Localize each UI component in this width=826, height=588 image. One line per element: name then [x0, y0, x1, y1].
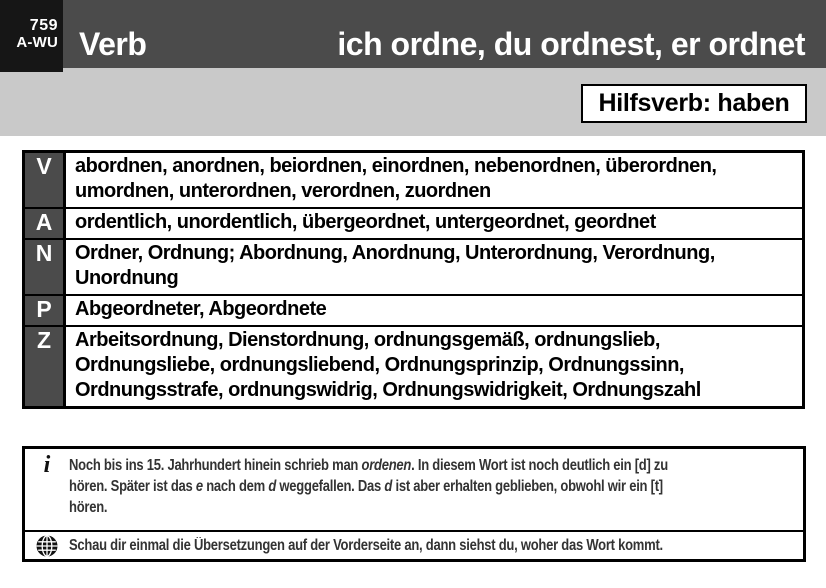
row-text-participles: Abgeordneter, Abgeordnete — [75, 298, 327, 320]
etymology-note-text — [69, 449, 803, 530]
row-text-compounds: Arbeitsordnung, Dienstordnung, ordnungsgemäß, ordnungslieb, Ordnungsliebe, ordnungsliebend, Ordnungsprinzip, Ordnungssinn, Ordnungsstrafe, ordnungswidrig, Ordnungswidrigkeit, Ordnungszahl — [75, 329, 701, 401]
globe-icon — [36, 535, 58, 557]
note-segment-italic: ordenen — [361, 457, 412, 474]
word-family-table — [22, 150, 805, 409]
row-label-a: A — [25, 209, 66, 238]
translation-note-row — [25, 532, 803, 559]
note-segment: Noch bis ins 15. Jahrhundert hinein schrieb man — [69, 457, 362, 474]
etymology-note-row — [25, 449, 803, 532]
word-class-label: Verb — [79, 26, 147, 62]
auxiliary-verb-label: Hilfsverb: haben — [598, 89, 790, 117]
note-segment-italic: d — [268, 478, 277, 495]
note-segment-italic: e — [195, 478, 203, 495]
row-label-n: N — [25, 240, 66, 294]
note-segment: hören. — [69, 499, 108, 516]
note-segment: . In diesem Wort ist noch deutlich ein [d] zu — [411, 457, 668, 474]
info-italic-i-icon: i — [43, 452, 51, 478]
note-segment: ist aber erhalten geblieben, obwohl wir ein [t] — [392, 478, 663, 495]
globe-icon-cell — [25, 535, 69, 557]
note-segment: nach dem — [202, 478, 269, 495]
row-label-p: P — [25, 296, 66, 325]
note-box — [22, 446, 806, 562]
conjugation-title: ich ordne, du ordnest, er ordnet — [337, 26, 805, 62]
note-segment-italic: d — [384, 478, 393, 495]
table-row-adjectives — [25, 209, 802, 240]
card-range: A-WU — [16, 34, 58, 51]
table-row-participles — [25, 296, 802, 327]
row-text-verbs: abordnen, anordnen, beiordnen, einordnen, nebenordnen, überordnen, umordnen, unterordnen, verordnen, zuordnen — [75, 155, 717, 202]
table-row-compounds — [25, 327, 802, 406]
table-row-nouns — [25, 240, 802, 296]
info-icon-cell — [25, 449, 69, 530]
row-text-adjectives: ordentlich, unordentlich, übergeordnet, untergeordnet, geordnet — [75, 211, 656, 233]
translation-note-text: Schau dir einmal die Übersetzungen auf der Vorderseite an, dann siehst du, woher das Wort kommt. — [69, 536, 663, 554]
row-label-z: Z — [25, 327, 66, 406]
note-segment: hören. Später ist das — [69, 478, 196, 495]
info-note-line-1 — [69, 455, 682, 476]
card-number: 759 — [29, 17, 58, 34]
table-row-verbs — [25, 153, 802, 209]
auxiliary-verb-box — [581, 84, 807, 123]
card-id-box — [0, 0, 63, 72]
info-note-line-2 — [69, 476, 682, 497]
note-segment: weggefallen. Das — [276, 478, 385, 495]
row-text-nouns: Ordner, Ordnung; Abordnung, Anordnung, Unterordnung, Verordnung, Unordnung — [75, 242, 715, 289]
row-label-v: V — [25, 153, 66, 207]
info-note-line-3 — [69, 497, 682, 518]
